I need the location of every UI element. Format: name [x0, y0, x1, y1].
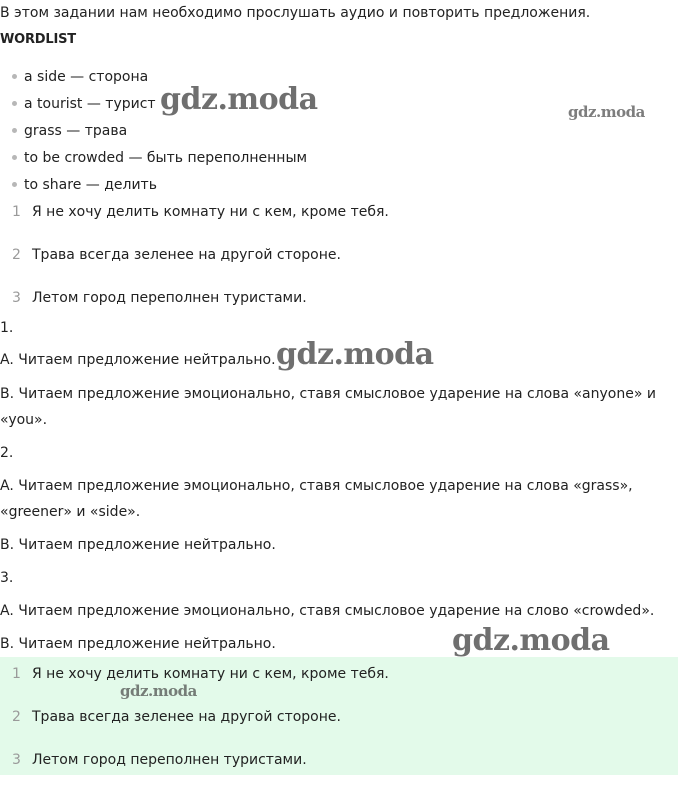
sentence-item — [12, 246, 341, 264]
bullet-icon — [12, 155, 17, 160]
wordlist-item-text: to be crowded — быть переполненным — [24, 150, 308, 166]
explanation-number-1: 1. — [0, 320, 14, 336]
sentence-text: Летом город переполнен туристами. — [32, 290, 307, 306]
wordlist-item — [12, 95, 156, 113]
wordlist-item — [12, 68, 148, 86]
sentence-text: Я не хочу делить комнату ни с кем, кроме тебя. — [32, 204, 389, 220]
bullet-icon — [12, 128, 17, 133]
sentence-number: 3 — [12, 290, 21, 306]
intro-text: В этом задании нам необходимо прослушать аудио и повторить предложения. — [0, 5, 591, 21]
explanation-2a-line2: «greener» и «side». — [0, 504, 141, 520]
answer-sentence-text: Я не хочу делить комнату ни с кем, кроме тебя. — [32, 666, 389, 682]
watermark: gdz.moda — [452, 623, 610, 658]
answer-sentence-number: 1 — [12, 666, 21, 682]
sentence-item — [12, 203, 389, 221]
answer-sentence-item — [12, 708, 341, 726]
sentence-number: 2 — [12, 247, 21, 263]
answer-sentence-text: Летом город переполнен туристами. — [32, 752, 307, 768]
wordlist-heading: WORDLIST — [0, 32, 76, 47]
wordlist-item — [12, 176, 157, 194]
wordlist-item — [12, 122, 127, 140]
answer-sentence-number: 3 — [12, 752, 21, 768]
wordlist-item-text: grass — трава — [24, 123, 128, 139]
watermark: gdz.moda — [160, 82, 318, 117]
bullet-icon — [12, 101, 17, 106]
sentence-text: Трава всегда зеленее на другой стороне. — [32, 247, 341, 263]
wordlist-item-text: to share — делить — [24, 177, 157, 193]
answer-sentence-item — [12, 665, 389, 683]
wordlist-item-text: a side — сторона — [24, 69, 149, 85]
explanation-3a: A. Читаем предложение эмоционально, ставя смысловое ударение на слово «crowded». — [0, 603, 655, 619]
wordlist-item-text: a tourist — турист — [24, 96, 156, 112]
bullet-icon — [12, 182, 17, 187]
answer-sentence-text: Трава всегда зеленее на другой стороне. — [32, 709, 341, 725]
answer-sentence-number: 2 — [12, 709, 21, 725]
watermark: gdz.moda — [120, 682, 197, 700]
watermark: gdz.moda — [568, 103, 645, 121]
bullet-icon — [12, 74, 17, 79]
explanation-2a-line1: A. Читаем предложение эмоционально, ставя смысловое ударение на слова «grass», — [0, 478, 633, 494]
explanation-2b: B. Читаем предложение нейтрально. — [0, 537, 276, 553]
explanation-3b: B. Читаем предложение нейтрально. — [0, 636, 276, 652]
sentence-number: 1 — [12, 204, 21, 220]
explanation-1b-line1: B. Читаем предложение эмоционально, ставя смысловое ударение на слова «anyone» и — [0, 386, 656, 402]
watermark: gdz.moda — [276, 337, 434, 372]
wordlist-item — [12, 149, 307, 167]
sentence-item — [12, 289, 307, 307]
explanation-1a: A. Читаем предложение нейтрально. — [0, 352, 276, 368]
answer-sentence-item — [12, 751, 307, 769]
explanation-number-3: 3. — [0, 570, 14, 586]
explanation-number-2: 2. — [0, 445, 14, 461]
explanation-1b-line2: «you». — [0, 412, 48, 428]
